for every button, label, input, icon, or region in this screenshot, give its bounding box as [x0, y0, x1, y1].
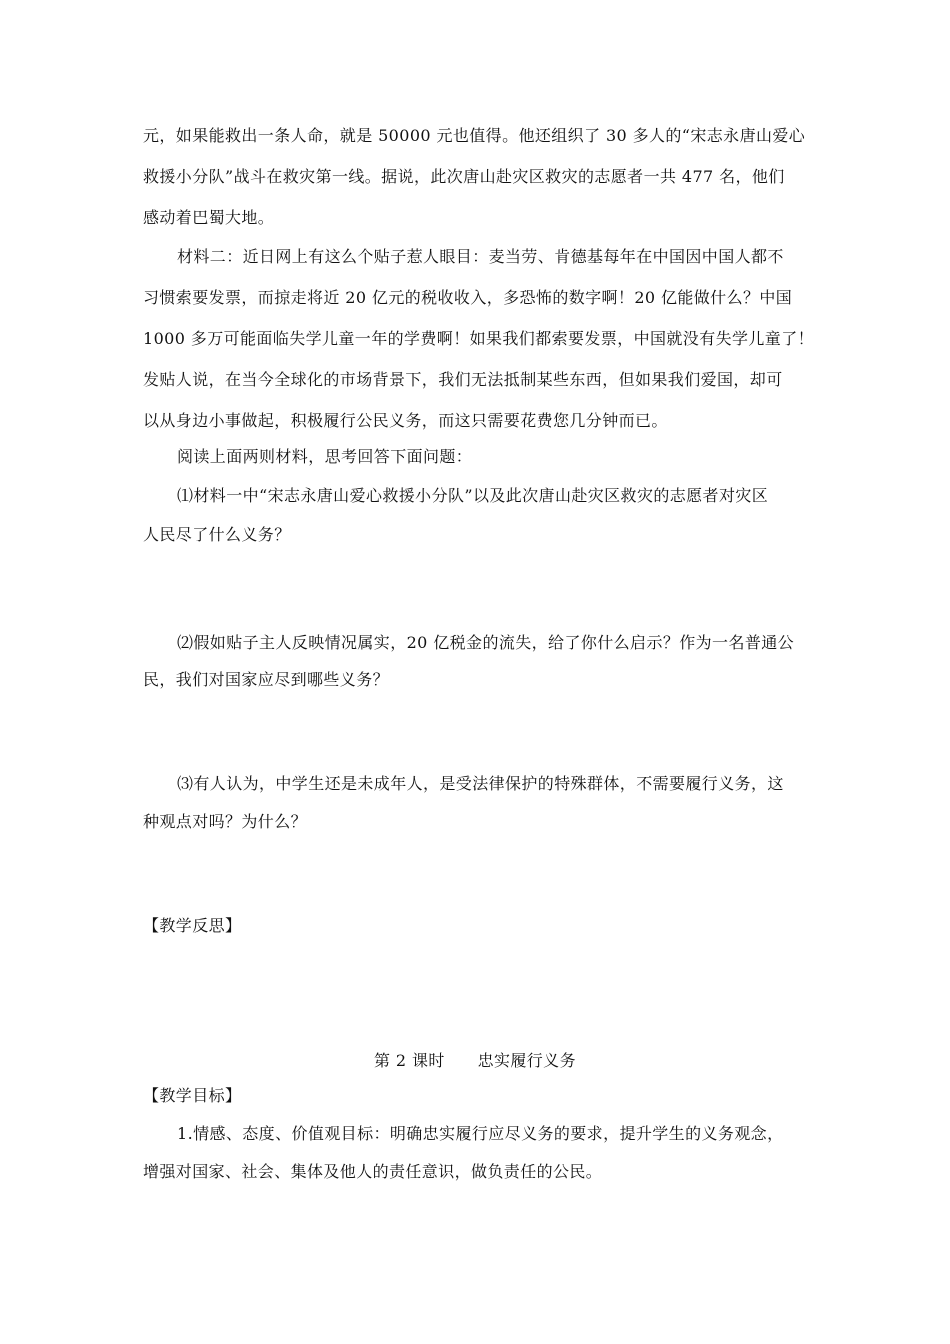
material-one-line-3: 感动着巴蜀大地。	[143, 208, 275, 227]
material-one-line-2: 救援小分队”战斗在救灾第一线。据说，此次唐山赴灾区救灾的志愿者一共 477 名，他们	[143, 167, 785, 186]
reflection-heading: 【教学反思】	[143, 916, 242, 935]
question-2-line-2: 民，我们对国家应尽到哪些义务？	[143, 670, 390, 689]
material-two-line-1: 材料二：近日网上有这么个贴子惹人眼目：麦当劳、肯德基每年在中国因中国人都不	[177, 247, 784, 266]
material-one-line-1: 元，如果能救出一条人命，就是 50000 元也值得。他还组织了 30 多人的“宋志永唐山爱心	[143, 126, 806, 145]
question-1-line-2: 人民尽了什么义务？	[143, 525, 291, 544]
material-two-line-5: 以从身边小事做起，积极履行公民义务，而这只需要花费您几分钟而已。	[143, 411, 668, 430]
material-two-line-2: 习惯索要发票，而掠走将近 20 亿元的税收收入，多恐怖的数字啊！20 亿能做什么？中国	[143, 288, 793, 307]
material-two-line-3: 1000 多万可能面临失学儿童一年的学费啊！如果我们都索要发票，中国就没有失学儿童了！	[143, 329, 815, 348]
question-3-line-1: ⑶有人认为，中学生还是未成年人，是受法律保护的特殊群体，不需要履行义务，这	[177, 774, 784, 793]
objective-1-line-2: 增强对国家、社会、集体及他人的责任意识，做负责任的公民。	[143, 1162, 603, 1181]
lesson-title: 第 2 课时 忠实履行义务	[374, 1051, 576, 1070]
question-1-line-1: ⑴材料一中“宋志永唐山爱心救援小分队”以及此次唐山赴灾区救灾的志愿者对灾区	[177, 486, 769, 505]
question-3-line-2: 种观点对吗？为什么？	[143, 812, 308, 831]
reading-prompt: 阅读上面两则材料，思考回答下面问题：	[177, 447, 473, 466]
question-2-line-1: ⑵假如贴子主人反映情况属实，20 亿税金的流失，给了你什么启示？作为一名普通公	[177, 633, 795, 652]
objectives-heading: 【教学目标】	[143, 1086, 242, 1105]
material-two-line-4: 发贴人说，在当今全球化的市场背景下，我们无法抵制某些东西，但如果我们爱国，却可	[143, 370, 783, 389]
objective-1-line-1: 1.情感、态度、价值观目标：明确忠实履行应尽义务的要求，提升学生的义务观念，	[177, 1124, 784, 1143]
